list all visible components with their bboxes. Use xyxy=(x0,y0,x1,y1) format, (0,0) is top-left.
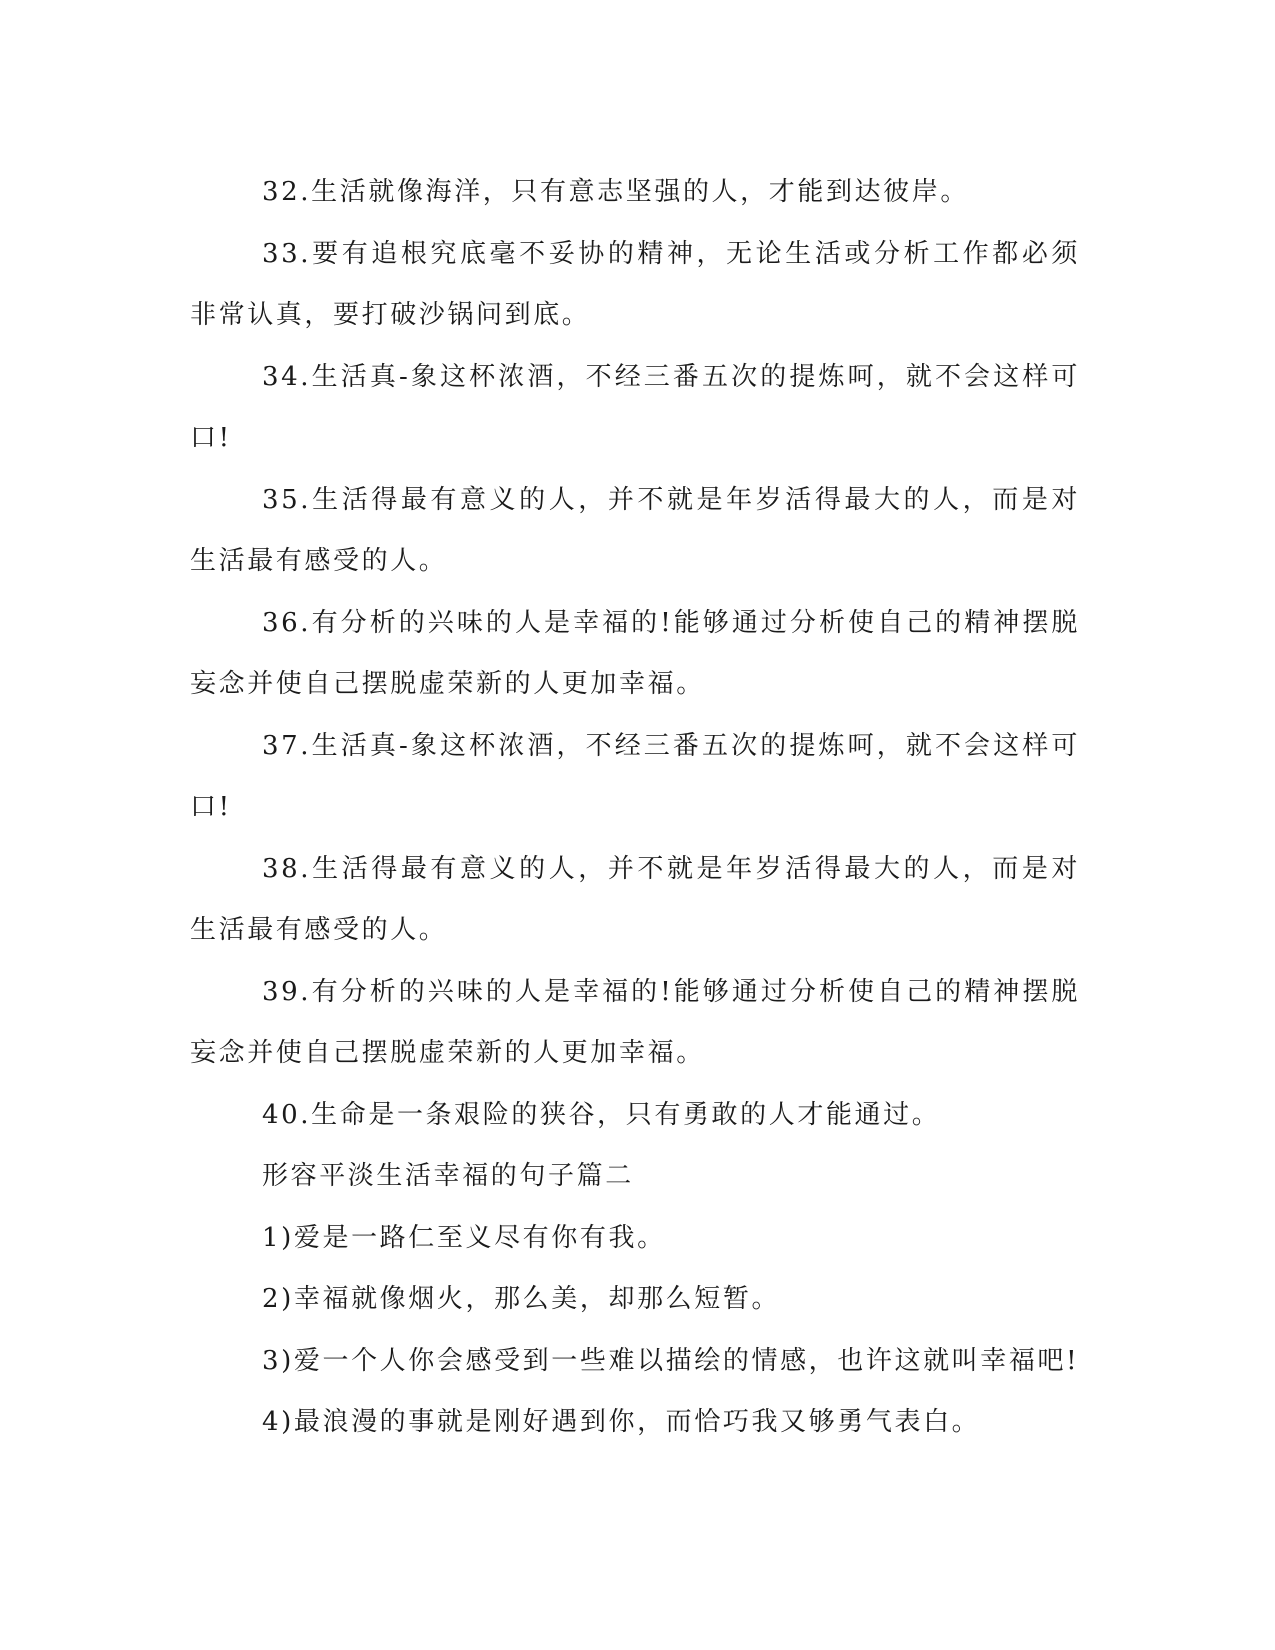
quote-37: 37.生活真-象这杯浓酒，不经三番五次的提炼呵，就不会这样可口! xyxy=(190,730,1080,822)
quote-32: 32.生活就像海洋，只有意志坚强的人，才能到达彼岸。 xyxy=(262,177,969,207)
quote-34: 34.生活真-象这杯浓酒，不经三番五次的提炼呵，就不会这样可口! xyxy=(190,361,1080,453)
quote-33: 33.要有追根究底毫不妥协的精神，无论生活或分析工作都必须非常认真，要打破沙锅问到底。 xyxy=(190,238,1080,330)
quote-39: 39.有分析的兴味的人是幸福的!能够通过分析使自己的精神摆脱妄念并使自己摆脱虚荣新的人更加幸福。 xyxy=(190,976,1080,1068)
quote-40: 40.生命是一条艰险的狭谷，只有勇敢的人才能通过。 xyxy=(262,1099,941,1130)
list-item-3: 3)爱一个人你会感受到一些难以描绘的情感，也许这就叫幸福吧! xyxy=(262,1345,1080,1376)
list-item-2: 2)幸福就像烟火，那么美，却那么短暂。 xyxy=(262,1284,781,1314)
quote-38: 38.生活得最有意义的人，并不就是年岁活得最大的人，而是对生活最有感受的人。 xyxy=(190,853,1080,945)
quote-35: 35.生活得最有意义的人，并不就是年岁活得最大的人，而是对生活最有感受的人。 xyxy=(190,484,1080,576)
section-heading: 形容平淡生活幸福的句子篇二 xyxy=(262,1161,634,1191)
document-body xyxy=(190,162,1080,1454)
list-item-1: 1)爱是一路仁至义尽有你有我。 xyxy=(262,1222,666,1253)
quote-36: 36.有分析的兴味的人是幸福的!能够通过分析使自己的精神摆脱妄念并使自己摆脱虚荣新的人更加幸福。 xyxy=(190,607,1080,699)
list-item-4: 4)最浪漫的事就是刚好遇到你，而恰巧我又够勇气表白。 xyxy=(262,1407,981,1437)
